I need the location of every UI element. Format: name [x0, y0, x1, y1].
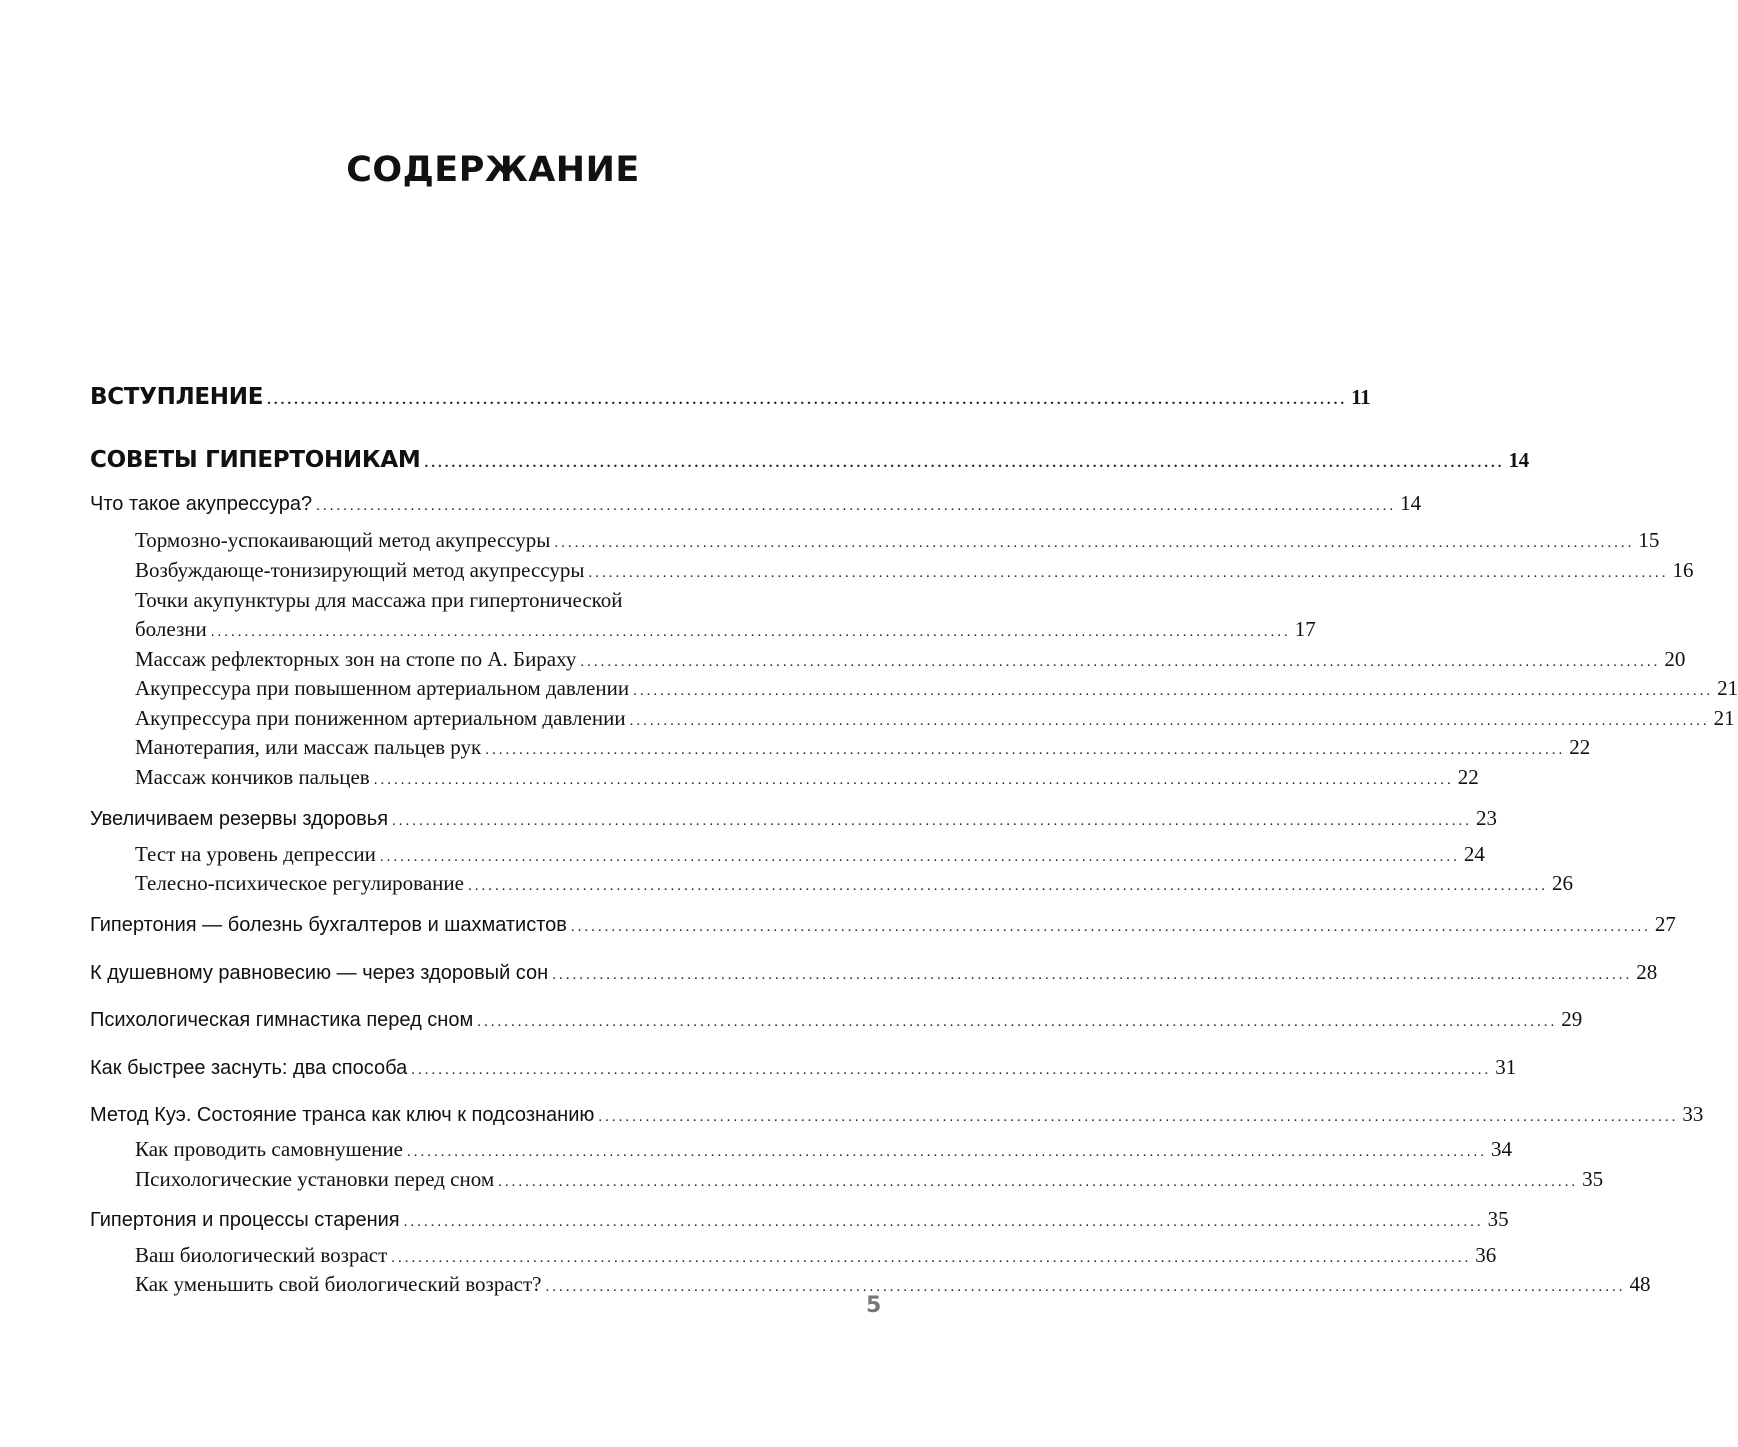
dot-leader: ................................................................................................................................................................ [403, 1214, 1484, 1230]
toc-entry-title: Возбуждающе-тонизирующий метод акупрессуры [135, 558, 585, 582]
toc-entry-title: Ваш биологический возраст [135, 1243, 388, 1267]
dot-leader: ................................................................................................................................................................ [588, 565, 1669, 581]
dot-leader: ................................................................................................................................................................ [316, 498, 1397, 514]
toc-entry-title: Метод Куэ. Состояние транса как ключ к подсознанию [90, 1104, 595, 1126]
toc-entry-page: 14 [1508, 448, 1529, 472]
toc-entry-page: 16 [1672, 558, 1694, 582]
dot-leader: ................................................................................................................................................................ [477, 1014, 1558, 1030]
dot-leader: ................................................................................................................................................................ [210, 624, 1291, 640]
page-number: 5 [866, 1293, 882, 1318]
toc-entry[interactable] [135, 528, 1660, 553]
toc-entry-page: 36 [1475, 1243, 1497, 1267]
toc-entry-title: Гипертония — болезнь бухгалтеров и шахматистов [90, 914, 567, 936]
toc-entry[interactable] [135, 647, 1686, 672]
toc-entry[interactable] [90, 491, 1422, 516]
dot-leader: ................................................................................................................................................................ [406, 1144, 1487, 1160]
toc-entry-page: 22 [1457, 765, 1479, 789]
page-title: СОДЕРЖАНИЕ [346, 150, 640, 190]
toc-entry[interactable] [90, 960, 1658, 985]
toc-entry-title: Акупрессура при повышенном артериальном давлении [135, 676, 630, 700]
dot-leader: ................................................................................................................................................................ [629, 713, 1710, 729]
toc-entry[interactable] [135, 558, 1694, 583]
toc-entry[interactable] [135, 1272, 1651, 1297]
dot-leader: ................................................................................................................................................................ [379, 849, 1460, 865]
toc-entry[interactable] [90, 384, 1371, 410]
toc-entry-title-line1[interactable]: Точки акупунктуры для массажа при гипертонической [135, 588, 623, 612]
dot-leader: ................................................................................................................................................................ [598, 1109, 1679, 1125]
dot-leader: ................................................................................................................................................................ [467, 878, 1548, 894]
toc-entry-page: 28 [1636, 960, 1658, 984]
toc-entry[interactable] [90, 1207, 1509, 1232]
toc-entry-title: Акупрессура при пониженном артериальном давлении [135, 706, 626, 730]
toc-entry[interactable] [135, 706, 1735, 731]
dot-leader: ................................................................................................................................................................ [633, 683, 1714, 699]
toc-entry-page: 35 [1582, 1167, 1604, 1191]
toc-entry-title: Психологические установки перед сном [135, 1167, 495, 1191]
toc-entry-title: К душевному равновесию — через здоровый сон [90, 962, 549, 984]
toc-entry-title: Увеличиваем резервы здоровья [90, 808, 389, 830]
toc-entry-title-line2: болезни [135, 617, 207, 641]
toc-entry-title: Как уменьшить свой биологический возраст? [135, 1272, 542, 1296]
dot-leader: ................................................................................................................................................................ [498, 1174, 1579, 1190]
dot-leader: ................................................................................................................................................................ [392, 813, 1473, 829]
dot-leader: ................................................................................................................................................................ [545, 1279, 1626, 1295]
toc-entry-title: Массаж кончиков пальцев [135, 765, 370, 789]
toc-entry-title: Психологическая гимнастика перед сном [90, 1009, 474, 1031]
toc-entry[interactable] [135, 676, 1738, 701]
toc-entry-title: Тормозно-успокаивающий метод акупрессуры [135, 528, 551, 552]
toc-entry-title: Тест на уровень депрессии [135, 842, 376, 866]
toc-entry[interactable] [90, 447, 1529, 473]
dot-leader: ................................................................................................................................................................ [424, 455, 1505, 471]
toc-entry[interactable] [135, 1243, 1497, 1268]
toc-entry[interactable] [90, 1007, 1583, 1032]
dot-leader: ................................................................................................................................................................ [552, 967, 1633, 983]
toc-entry[interactable] [90, 806, 1498, 831]
toc-entry-title: Манотерапия, или массаж пальцев рук [135, 735, 482, 759]
toc-entry-page: 26 [1551, 871, 1573, 895]
toc-entry-page: 48 [1629, 1272, 1651, 1296]
dot-leader: ................................................................................................................................................................ [267, 392, 1348, 408]
toc-entry[interactable] [90, 1055, 1517, 1080]
toc-entry[interactable] [135, 1167, 1604, 1192]
toc-entry-page: 35 [1487, 1207, 1509, 1231]
toc-entry-page: 34 [1490, 1137, 1512, 1161]
toc-entry-title: Массаж рефлекторных зон на стопе по А. Бираху [135, 647, 577, 671]
toc-entry-page: 31 [1495, 1055, 1517, 1079]
toc-entry-title: СОВЕТЫ ГИПЕРТОНИКАМ [90, 447, 421, 473]
dot-leader: ................................................................................................................................................................ [580, 654, 1661, 670]
toc-entry-page: 29 [1561, 1007, 1583, 1031]
toc-entry-page: 20 [1664, 647, 1686, 671]
dot-leader: ................................................................................................................................................................ [554, 535, 1635, 551]
toc-entry[interactable] [135, 765, 1479, 790]
toc-entry-page: 14 [1400, 491, 1422, 515]
dot-leader: ................................................................................................................................................................ [570, 919, 1651, 935]
toc-entry-page: 22 [1569, 735, 1591, 759]
dot-leader: ................................................................................................................................................................ [391, 1250, 1472, 1266]
toc-entry-title: ВСТУПЛЕНИЕ [90, 384, 264, 410]
toc-entry[interactable] [135, 735, 1591, 760]
dot-leader: ................................................................................................................................................................ [411, 1062, 1492, 1078]
dot-leader: ................................................................................................................................................................ [373, 772, 1454, 788]
toc-entry-title: Телесно-психическое регулирование [135, 871, 464, 895]
toc-entry-page: 21 [1713, 706, 1735, 730]
toc-entry[interactable] [135, 842, 1485, 867]
toc-entry-page: 21 [1717, 676, 1738, 700]
toc-entry[interactable] [135, 871, 1573, 896]
toc-entry-title: Как проводить самовнушение [135, 1137, 403, 1161]
toc-entry-page: 11 [1351, 385, 1371, 409]
toc-entry[interactable] [90, 912, 1676, 937]
dot-leader: ................................................................................................................................................................ [485, 742, 1566, 758]
toc-entry-title: Как быстрее заснуть: два способа [90, 1057, 408, 1079]
toc-entry-title: Что такое акупрессура? [90, 493, 313, 515]
toc-entry-page: 27 [1654, 912, 1676, 936]
toc-entry-page: 15 [1638, 528, 1660, 552]
toc-entry[interactable] [135, 617, 1316, 642]
toc-entry-page: 23 [1476, 806, 1498, 830]
toc-entry-page: 24 [1463, 842, 1485, 866]
toc-entry-page: 17 [1294, 617, 1316, 641]
toc-entry-title: Гипертония и процессы старения [90, 1209, 400, 1231]
toc-entry[interactable] [90, 1102, 1704, 1127]
toc-entry-page: 33 [1682, 1102, 1704, 1126]
toc-entry[interactable] [135, 1137, 1512, 1162]
